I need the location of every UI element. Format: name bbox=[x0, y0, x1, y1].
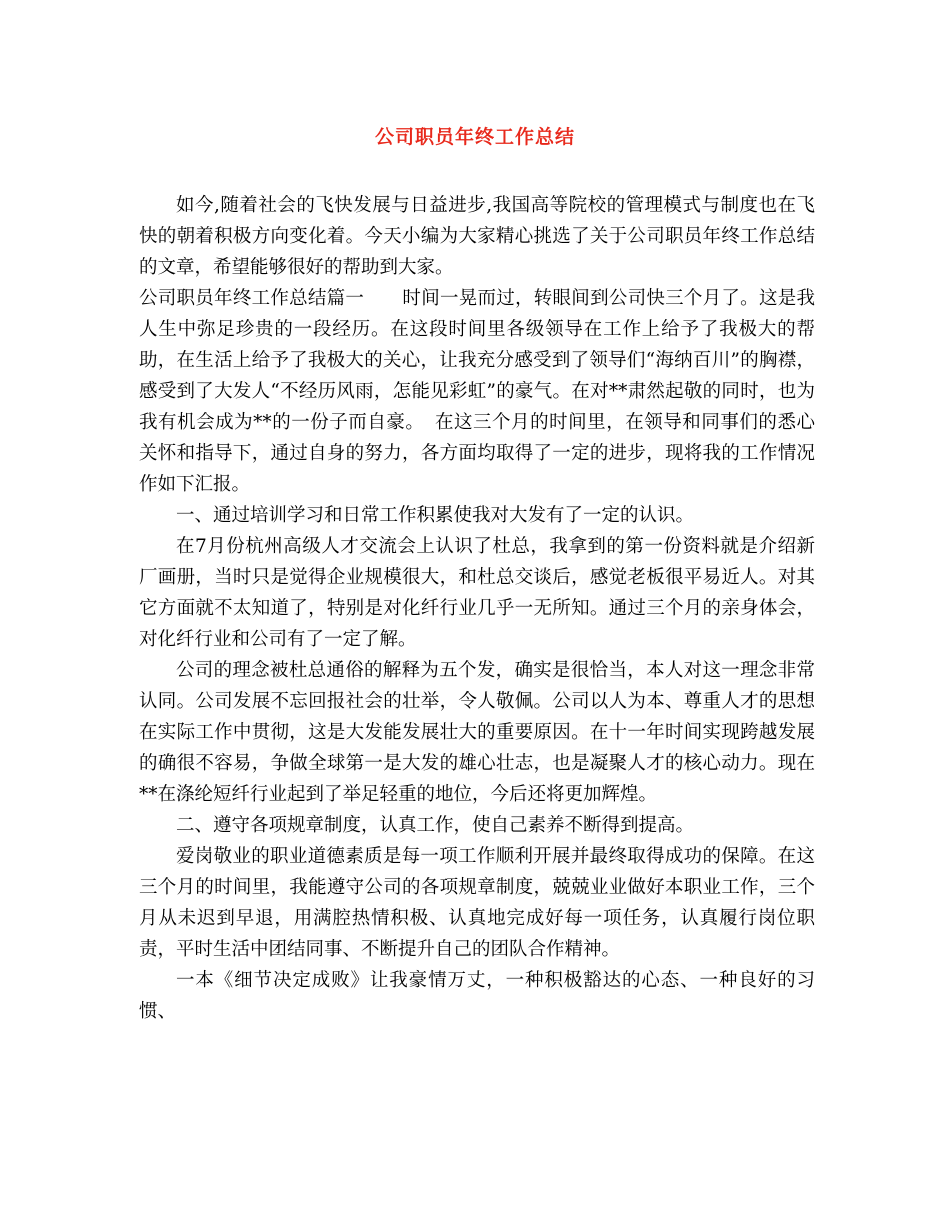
intro-paragraph: 如今,随着社会的飞快发展与日益进步,我国高等院校的管理模式与制度也在飞快的朝着积极方向变化着。今天小编为大家精心挑选了关于公司职员年终工作总结的文章，希望能够很好的帮助到大家。 bbox=[139, 195, 815, 278]
section-heading: 公司职员年终工作总结篇一 bbox=[139, 288, 365, 309]
document-body bbox=[139, 190, 815, 1027]
paragraph-company-philosophy: 公司的理念被杜总通俗的解释为五个发，确实是很恰当，本人对这一理念非常认同。公司发展不忘回报社会的壮举，令人敬佩。公司以人为本、尊重人才的思想在实际工作中贯彻，这是大发能发展壮大的重要原因。在十一年时间实现跨越发展的确很不容易，争做全球第一是大发的雄心壮志，也是凝聚人才的核心动力。现在**在涤纶短纤行业起到了举足轻重的地位，今后还将更加辉煌。 bbox=[139, 660, 815, 805]
subheading-one: 一、通过培训学习和日常工作积累使我对大发有了一定的认识。 bbox=[176, 505, 695, 526]
document-title: 公司职员年终工作总结 bbox=[374, 126, 575, 148]
section-one-text: 时间一晃而过，转眼间到公司快三个月了。这是我人生中弥足珍贵的一段经历。在这段时间里各级领导在工作上给予了我极大的帮助，在生活上给予了我极大的关心，让我充分感受到了领导们“海纳百川”的胸襟，感受到了大发人“不经历风雨，怎能见彩虹”的豪气。在对**肃然起敬的同时，也为我有机会成为**的一份子而自豪。 bbox=[139, 288, 815, 433]
paragraph-work-ethic: 爱岗敬业的职业道德素质是每一项工作顺利开展并最终取得成功的保障。在这三个月的时间里，我能遵守公司的各项规章制度，兢兢业业做好本职业工作，三个月从未迟到早退，用满腔热情积极、认真地完成好每一项任务，认真履行岗位职责，平时生活中团结同事、不断提升自己的团队合作精神。 bbox=[139, 846, 815, 960]
section-one-paragraph bbox=[139, 283, 815, 500]
section-one-text-continued: 在这三个月的时间里，在领导和同事们的悉心关怀和指导下，通过自身的努力，各方面均取得了一定的进步，现将我的工作情况作如下汇报。 bbox=[139, 412, 815, 495]
paragraph-company-intro: 在7月份杭州高级人才交流会上认识了杜总，我拿到的第一份资料就是介绍新厂画册，当时只是觉得企业规模很大，和杜总交谈后，感觉老板很平易近人。对其它方面就不太知道了，特别是对化纤行业几乎一无所知。通过三个月的亲身体会，对化纤行业和公司有了一定了解。 bbox=[139, 536, 815, 650]
subheading-two: 二、遵守各项规章制度，认真工作，使自己素养不断得到提高。 bbox=[176, 815, 695, 836]
paragraph-details: 一本《细节决定成败》让我豪情万丈，一种积极豁达的心态、一种良好的习惯、 bbox=[139, 970, 815, 1022]
